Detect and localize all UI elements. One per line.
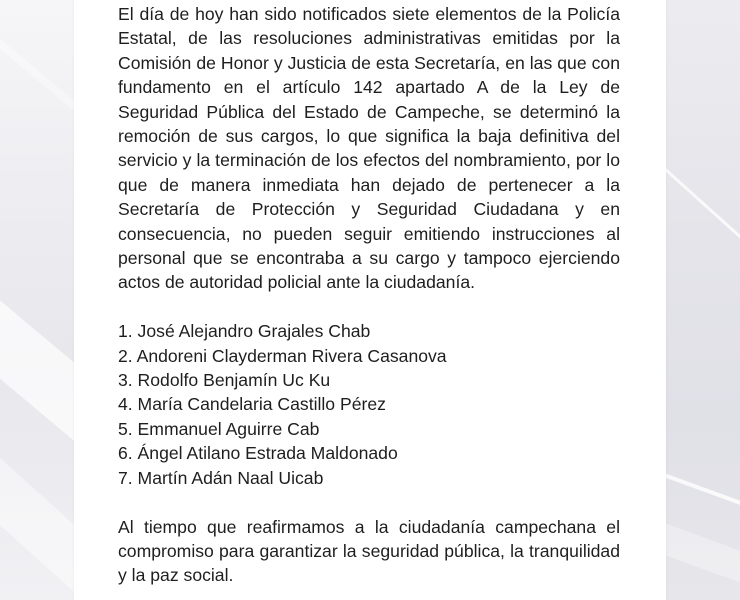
decorative-stripe: [666, 470, 740, 528]
list-item: 5. Emmanuel Aguirre Cab: [118, 418, 320, 439]
decorative-stripe: [0, 5, 74, 153]
decorative-stripe: [0, 250, 74, 463]
list-item: 2. Andoreni Clayderman Rivera Casanova: [118, 345, 447, 366]
list-item: 1. José Alejandro Grajales Chab: [118, 321, 371, 342]
decorative-stripe: [666, 150, 740, 259]
list-item: 6. Ángel Atilano Estrada Maldonado: [118, 443, 398, 464]
list-item: 3. Rodolfo Benjamín Uc Ku: [118, 370, 331, 391]
background-left-panel: [0, 0, 74, 600]
decorative-stripe: [666, 520, 740, 600]
document-content: [118, 2, 620, 588]
intro-paragraph: El día de hoy han sido notificados siete elementos de la Policía Estatal, de las resoluciones administrativas emitidas por la Comisión de Honor y Justicia de esta Secretaría, en las que con fundamento en el artículo 142 apartado A de la Ley de Seguridad Pública del Estado de Campeche, se determinó la remoción de sus cargos, lo que significa la baja definitiva del servicio y la terminación de los efectos del nombramiento, por lo que de manera inmediata han dejado de pertenecer a la Secretaría de Protección y Seguridad Ciudadana y en consecuencia, no pueden seguir emitiendo instrucciones al personal que se encontraba a su cargo y tampoco ejerciendo actos de autoridad policial ante la ciudadanía.: [118, 4, 620, 293]
closing-paragraph: Al tiempo que reafirmamos a la ciudadanía campechana el compromiso para garantizar la seguridad pública, la tranquilidad y la paz social.: [118, 516, 620, 586]
list-item: 7. Martín Adán Naal Uicab: [118, 467, 324, 488]
background-right-panel: [666, 0, 740, 600]
names-list: [118, 319, 620, 490]
list-item: 4. María Candelaria Castillo Pérez: [118, 394, 386, 415]
decorative-stripe: [0, 440, 74, 600]
